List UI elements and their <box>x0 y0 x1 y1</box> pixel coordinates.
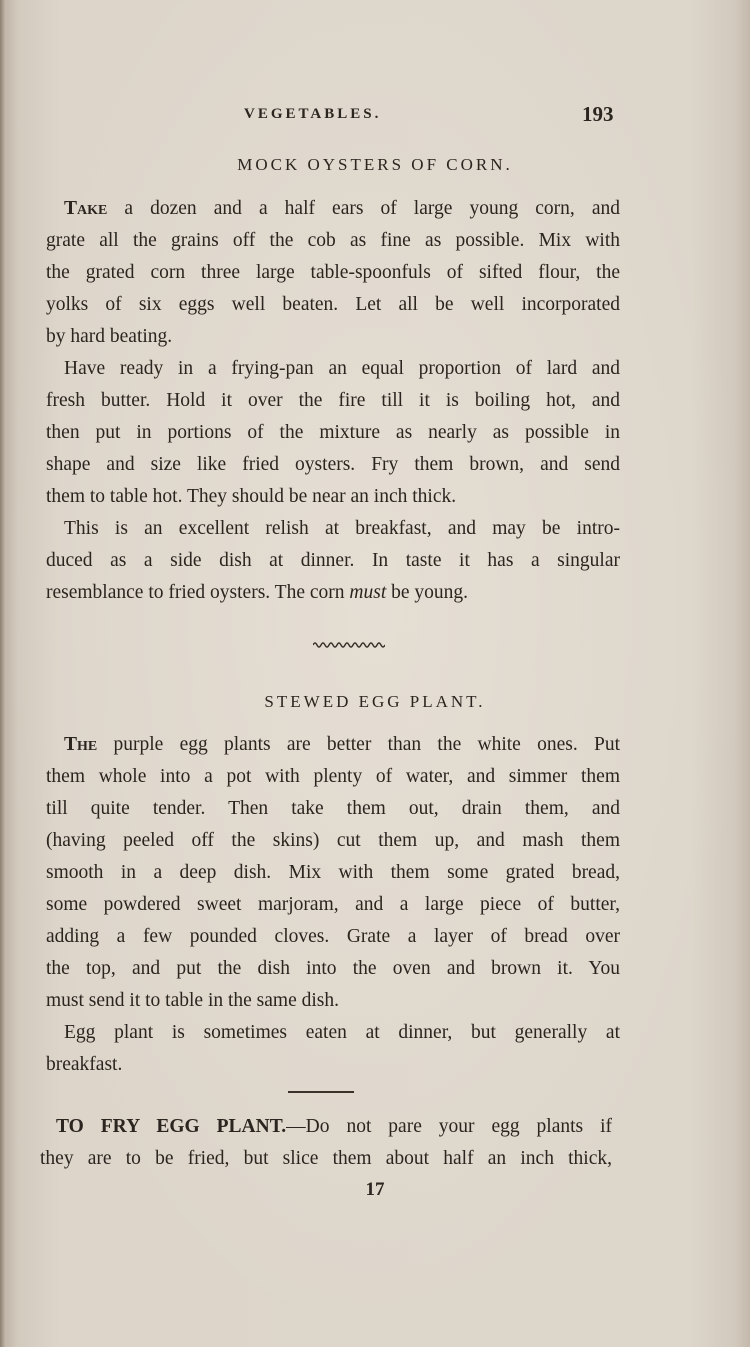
text-line <box>46 577 620 609</box>
text-line: they are to be fried, but slice them about half an inch thick, <box>40 1148 612 1169</box>
text-line: must send it to table in the same dish. <box>46 990 340 1011</box>
text-line <box>46 193 620 225</box>
wavy-divider-ornament <box>313 640 385 650</box>
text-fragment: a dozen and a half ears of large young corn, and <box>107 198 620 219</box>
text-line: the top, and put the dish into the oven and brown it. You <box>46 958 620 979</box>
stewed-egg-plant-body <box>46 729 620 1081</box>
text-line: by hard beating. <box>46 326 173 347</box>
book-spine-shadow <box>0 0 6 1347</box>
text-line: grate all the grains off the cob as fine as possible. Mix with <box>46 230 620 251</box>
fry-egg-plant-body-cont <box>40 1143 612 1175</box>
mock-oysters-body <box>46 193 620 609</box>
lead-word: Take <box>64 198 108 219</box>
text-fragment: purple egg plants are better than the white ones. Put <box>97 734 620 755</box>
running-head: VEGETABLES. <box>244 106 382 122</box>
section-title-stewed-egg-plant: STEWED EGG PLANT. <box>264 692 486 711</box>
page-header <box>0 102 750 132</box>
run-in-heading: TO FRY EGG PLANT. <box>56 1116 287 1137</box>
text-line: then put in portions of the mixture as nearly as possible in <box>46 422 620 443</box>
text-line: (having peeled off the skins) cut them up, and mash them <box>46 830 620 851</box>
text-line: till quite tender. Then take them out, drain them, and <box>46 798 620 819</box>
text-line: adding a few pounded cloves. Grate a layer of bread over <box>46 926 620 947</box>
text-line: duced as a side dish at dinner. In taste it has a singular <box>46 550 620 571</box>
text-line: them whole into a pot with plenty of water, and simmer them <box>46 766 620 787</box>
text-line: shape and size like fried oysters. Fry them brown, and send <box>46 454 620 475</box>
text-fragment: be young. <box>386 582 469 603</box>
text-fragment: —Do not pare your egg plants if <box>286 1116 612 1137</box>
text-line: them to table hot. They should be near an inch thick. <box>46 486 457 507</box>
fry-egg-plant-body <box>56 1111 612 1143</box>
signature-mark: 17 <box>365 1179 385 1200</box>
text-line: breakfast. <box>46 1054 123 1075</box>
section-title-mock-oysters: MOCK OYSTERS OF CORN. <box>237 155 513 174</box>
text-fragment: resemblance to fried oysters. The corn <box>46 582 350 603</box>
text-line <box>56 1111 612 1143</box>
section-rule <box>288 1091 354 1093</box>
text-line: This is an excellent relish at breakfast, and may be intro- <box>64 518 620 539</box>
text-line: Have ready in a frying-pan an equal proportion of lard and <box>64 358 620 379</box>
lead-word: The <box>64 734 98 755</box>
text-line: Egg plant is sometimes eaten at dinner, but generally at <box>64 1022 620 1043</box>
page-number: 193 <box>582 102 614 126</box>
text-line <box>46 729 620 761</box>
text-line: the grated corn three large table-spoonfuls of sifted flour, the <box>46 262 620 283</box>
text-line: smooth in a deep dish. Mix with them some grated bread, <box>46 862 620 883</box>
text-line: fresh butter. Hold it over the fire till it is boiling hot, and <box>46 390 620 411</box>
emphasis: must <box>349 582 387 603</box>
text-line: yolks of six eggs well beaten. Let all be well incorporated <box>46 294 620 315</box>
text-line: some powdered sweet marjoram, and a large piece of butter, <box>46 894 620 915</box>
